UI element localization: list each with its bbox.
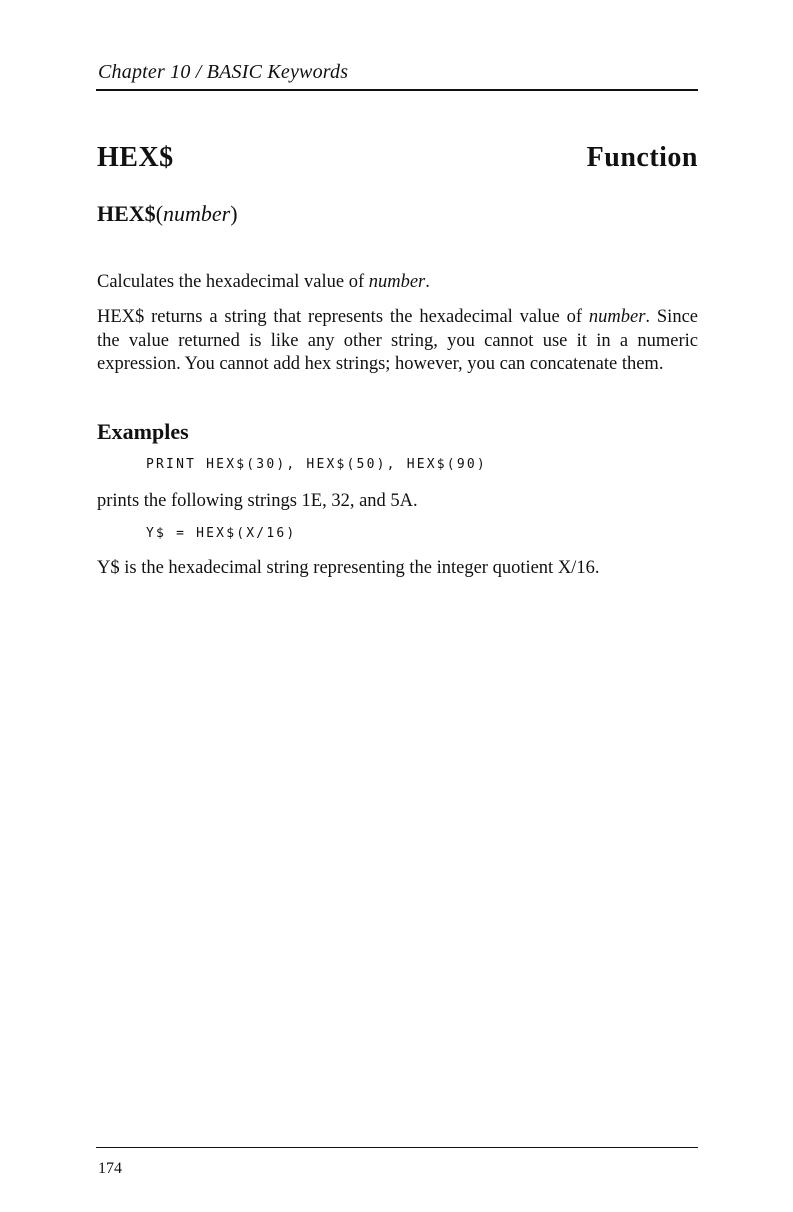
detail-text-start: HEX$ returns a string that represents the hexadecimal value of	[97, 307, 589, 327]
header-rule	[96, 89, 698, 91]
detail-text-end: . Since the value returned is like any other string, you cannot use it in a numeric expression. You cannot add hex strings; however, you can concatenate them.	[97, 307, 698, 374]
example-explanation: Y$ is the hexadecimal string representing the integer quotient X/16.	[97, 558, 600, 578]
code-example: Y$ = HEX$(X/16)	[146, 526, 297, 541]
detail-argument: number	[588, 307, 646, 327]
syntax-open-paren: (	[155, 201, 164, 226]
footer-rule	[96, 1147, 698, 1148]
summary-argument: number	[368, 272, 426, 292]
examples-heading: Examples	[97, 419, 189, 444]
page-number: 174	[98, 1160, 122, 1177]
summary-period: .	[425, 272, 430, 292]
syntax-close-paren: )	[230, 201, 238, 226]
summary-paragraph	[97, 271, 698, 295]
keyword-type: Function	[586, 142, 698, 173]
running-head: Chapter 10 / BASIC Keywords	[98, 61, 349, 83]
syntax-keyword: HEX$	[97, 201, 156, 226]
summary-text: Calculates the hexadecimal value of	[97, 272, 369, 292]
keyword-title: HEX$	[97, 142, 174, 173]
syntax-line	[97, 201, 238, 227]
code-example: PRINT HEX$(30), HEX$(50), HEX$(90)	[146, 457, 487, 472]
detail-paragraph	[97, 306, 698, 377]
syntax-argument: number	[163, 201, 231, 226]
example-explanation: prints the following strings 1E, 32, and 5A.	[97, 491, 418, 511]
